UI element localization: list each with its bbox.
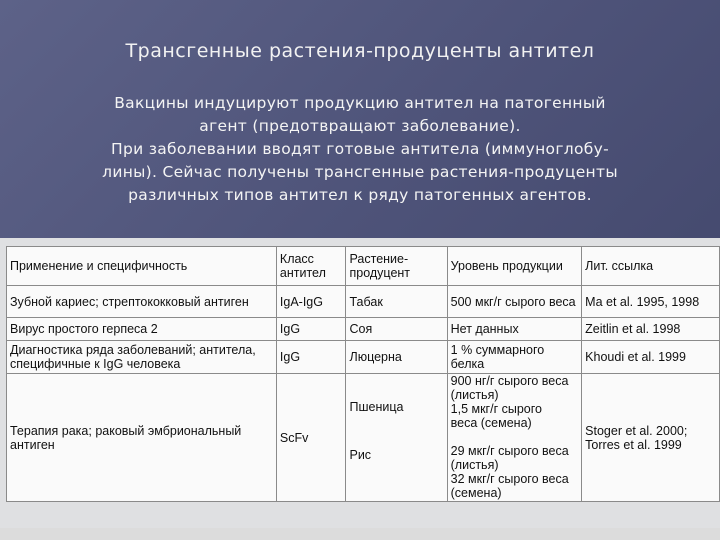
bottom-strip — [0, 528, 720, 540]
header-application: Применение и специфичность — [7, 247, 277, 286]
table-row — [7, 374, 720, 502]
body-line: Вакцины индуцируют продукцию антител на патогенный — [114, 94, 606, 112]
cell-class: IgG — [276, 341, 346, 374]
cell-application: Диагностика ряда заболеваний; антитела, специфичные к IgG человека — [7, 341, 277, 374]
cell-level: 1 % суммарного белка — [447, 341, 582, 374]
level-line: 32 мкг/г сырого веса — [450, 472, 569, 486]
cell-ref: Ma et al. 1995, 1998 — [582, 286, 720, 318]
plant-wheat: Пшеница — [349, 400, 404, 414]
cell-class: IgG — [276, 318, 346, 341]
cell-ref — [582, 374, 720, 502]
header-plant: Растение-продуцент — [346, 247, 447, 286]
level-line: 900 нг/г сырого веса — [450, 374, 569, 388]
antibody-table — [6, 246, 720, 502]
cell-plant: Люцерна — [346, 341, 447, 374]
header-class: Класс антител — [276, 247, 346, 286]
header-level: Уровень продукции — [447, 247, 582, 286]
plant-rice: Рис — [349, 448, 372, 462]
cell-level: 500 мкг/г сырого веса — [447, 286, 582, 318]
cell-application: Зубной кариес; стрептококковый антиген — [7, 286, 277, 318]
cell-class: ScFv — [276, 374, 346, 502]
cell-plant: Соя — [346, 318, 447, 341]
level-line: (листья) — [450, 458, 499, 472]
level-line: 29 мкг/г сырого веса — [450, 444, 569, 458]
table-row — [7, 341, 720, 374]
ref-line: Torres et al. 1999 — [585, 437, 682, 452]
cell-application: Терапия рака; раковый эмбриональный антиген — [7, 374, 277, 502]
slide-title: Трансгенные растения-продуценты антител — [125, 40, 595, 62]
level-line: 1,5 мкг/г сырого — [450, 402, 542, 416]
ref-line: Stoger et al. 2000; — [585, 423, 688, 438]
body-line: лины). Сейчас получены трансгенные растения-продуценты — [102, 163, 618, 181]
table-header-row — [7, 247, 720, 286]
table-row — [7, 318, 720, 341]
cell-ref: Khoudi et al. 1999 — [582, 341, 720, 374]
body-line: различных типов антител к ряду патогенных агентов. — [128, 186, 592, 204]
cell-plant — [346, 374, 447, 502]
level-line: (семена) — [450, 486, 502, 500]
table-row — [7, 286, 720, 318]
table-image — [0, 238, 720, 528]
body-line: При заболевании вводят готовые антитела (иммуноглобу- — [111, 140, 609, 158]
cell-level: Нет данных — [447, 318, 582, 341]
cell-ref: Zeitlin et al. 1998 — [582, 318, 720, 341]
body-text — [30, 92, 690, 207]
cell-plant: Табак — [346, 286, 447, 318]
cell-level — [447, 374, 582, 502]
cell-application: Вирус простого герпеса 2 — [7, 318, 277, 341]
header-ref: Лит. ссылка — [582, 247, 720, 286]
cell-class: IgA-IgG — [276, 286, 346, 318]
level-line: (листья) — [450, 388, 499, 402]
body-line: агент (предотвращают заболевание). — [199, 117, 521, 135]
level-line: веса (семена) — [450, 416, 532, 430]
